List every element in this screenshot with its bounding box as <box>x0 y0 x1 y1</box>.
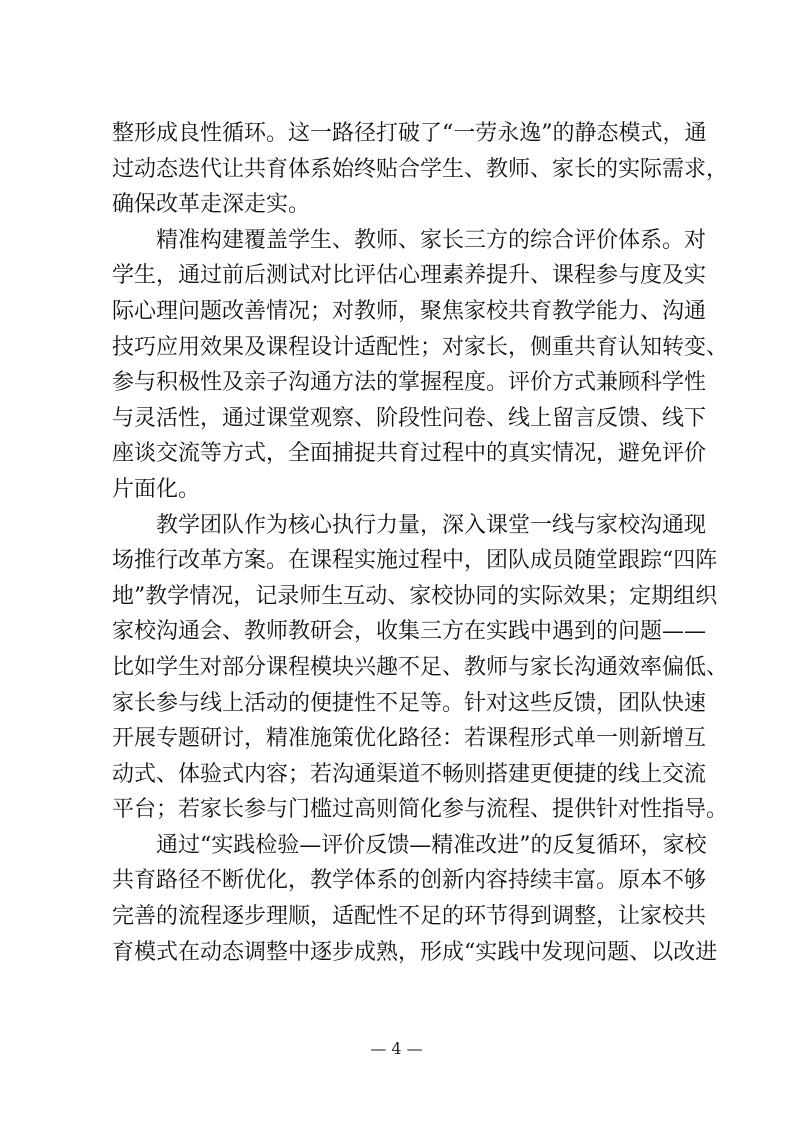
paragraph-first-line: 通过“实践检验—评价反馈—精准改进”的反复循环，家校 <box>156 832 707 858</box>
text-line: 整形成良性循环。这一路径打破了“一劳永逸”的静态模式，通 <box>112 121 707 146</box>
text-line: 片面化。 <box>112 476 201 502</box>
page-number: — 4 — <box>370 1039 423 1058</box>
text-line: 完善的流程逐步理顺，适配性不足的环节得到调整，让家校共 <box>112 904 707 930</box>
text-line: 家长参与线上活动的便捷性不足等。针对这些反馈，团队快速 <box>112 690 707 716</box>
text-line: 场推行改革方案。在课程实施过程中，团队成员随堂跟踪“四阵 <box>112 548 718 574</box>
document-body <box>112 116 729 970</box>
text-line: 家校沟通会、教师教研会，收集三方在实践中遇到的问题—— <box>112 619 707 645</box>
text-line: 平台；若家长参与门槛过高则简化参与流程、提供针对性指导。 <box>112 797 729 823</box>
text-line: 际心理问题改善情况；对教师，聚焦家校共育教学能力、沟通 <box>112 298 707 324</box>
text-line: 参与积极性及亲子沟通方法的掌握程度。评价方式兼顾科学性 <box>112 370 707 396</box>
text-line: 开展专题研讨，精准施策优化路径：若课程形式单一则新增互 <box>112 726 707 752</box>
paragraph-first-line: 精准构建覆盖学生、教师、家长三方的综合评价体系。对 <box>156 227 707 253</box>
text-line: 学生，通过前后测试对比评估心理素养提升、课程参与度及实 <box>112 263 707 289</box>
text-line: 与灵活性，通过课堂观察、阶段性问卷、线上留言反馈、线下 <box>112 405 707 431</box>
text-line: 确保改革走深走实。 <box>112 192 311 218</box>
text-line: 座谈交流等方式，全面捕捉共育过程中的真实情况，避免评价 <box>112 441 707 467</box>
text-line: 动式、体验式内容；若沟通渠道不畅则搭建更便捷的线上交流 <box>112 761 707 787</box>
text-line: 共育路径不断优化，教学体系的创新内容持续丰富。原本不够 <box>112 868 707 894</box>
text-line: 育模式在动态调整中逐步成熟，形成“实践中发现问题、以改进 <box>112 939 718 965</box>
paragraph-first-line: 教学团队作为核心执行力量，深入课堂一线与家校沟通现 <box>156 512 707 538</box>
text-line: 技巧应用效果及课程设计适配性；对家长，侧重共育认知转变、 <box>112 334 729 360</box>
text-line: 比如学生对部分课程模块兴趣不足、教师与家长沟通效率偏低、 <box>112 654 729 680</box>
text-line: 过动态迭代让共育体系始终贴合学生、教师、家长的实际需求， <box>112 156 729 182</box>
text-line: 地”教学情况，记录师生互动、家校协同的实际效果；定期组织 <box>112 583 718 609</box>
